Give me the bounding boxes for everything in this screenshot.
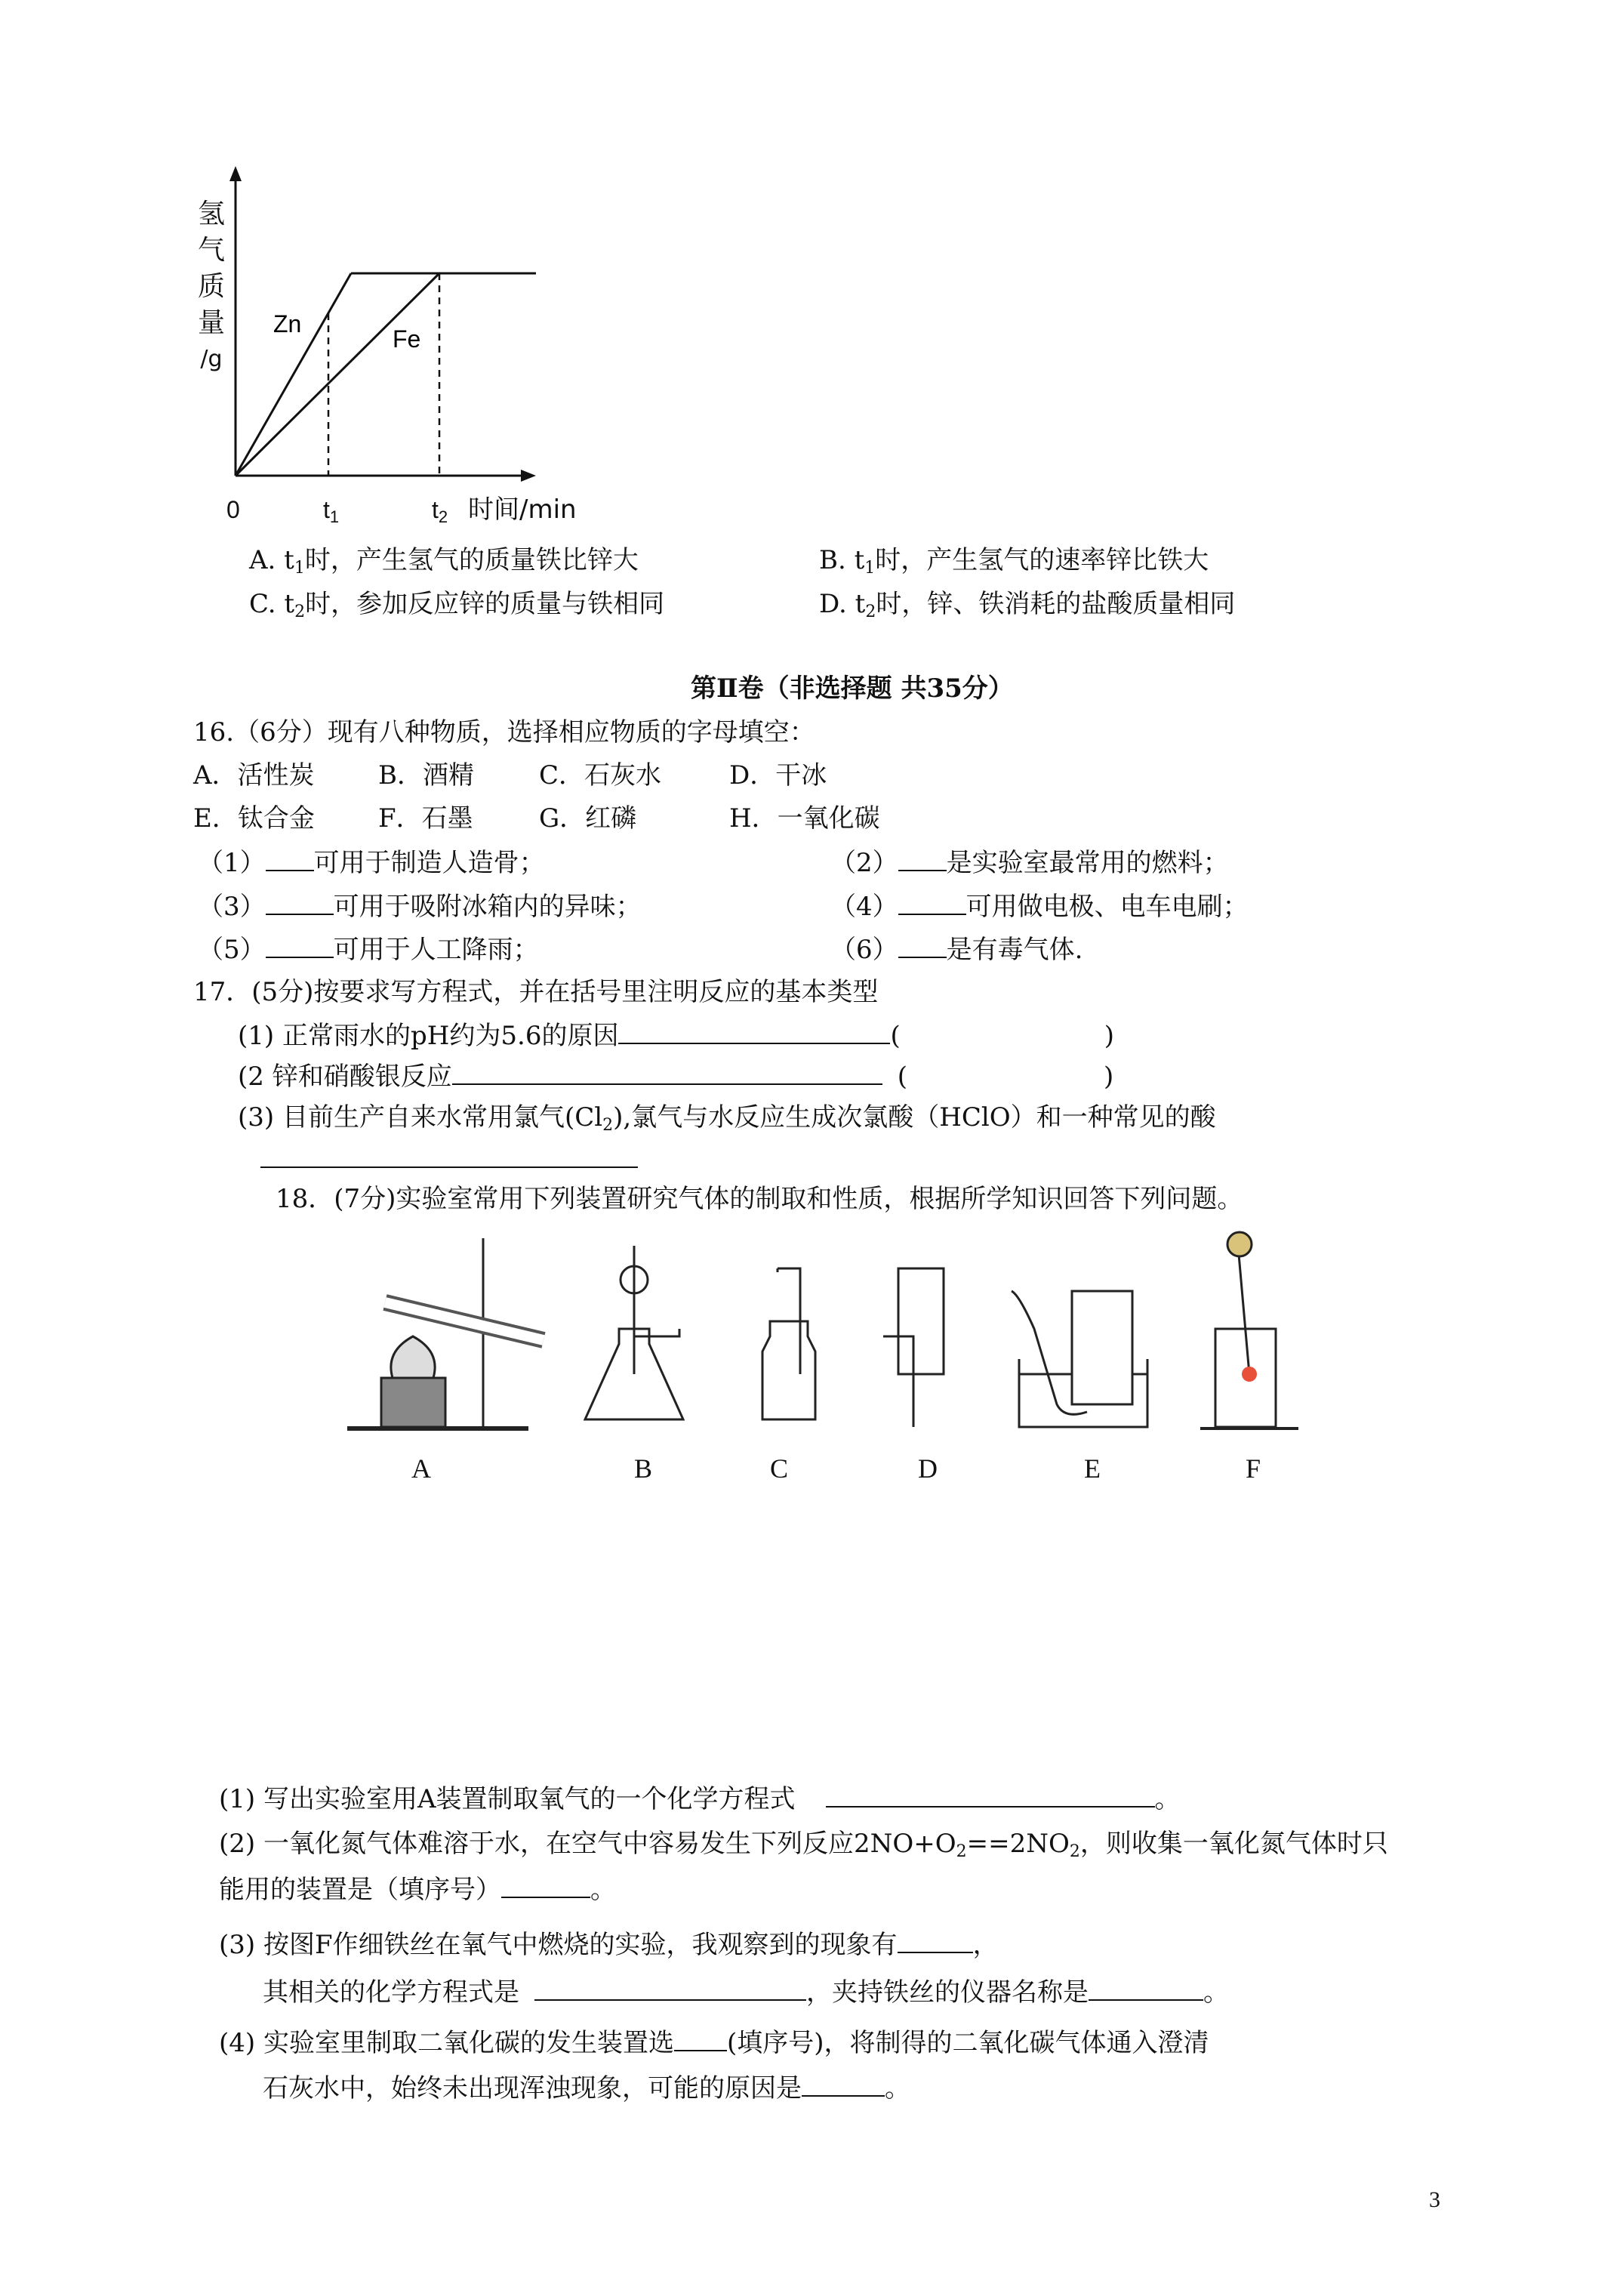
fe-label: Fe — [393, 325, 421, 353]
apparatus-label-c: C — [770, 1453, 789, 1484]
y-axis-char: 质 — [197, 271, 225, 302]
q17-stem: 17．(5分)按要求写方程式，并在括号里注明反应的基本类型 — [193, 977, 879, 1007]
answer-blank[interactable] — [452, 1061, 882, 1085]
section-title: 第Ⅱ卷（非选择题 共35分） — [691, 673, 1014, 704]
q16-option: C．石灰水 — [539, 760, 662, 791]
q18-part-4-line-2: 石灰水中，始终未出现浑浊现象，可能的原因是 。 — [263, 2073, 910, 2103]
q16-option: E．钛合金 — [193, 803, 315, 834]
q18-stem: 18．(7分)实验室常用下列装置研究气体的制取和性质，根据所学知识回答下列问题。 — [276, 1184, 1243, 1214]
q16-option: H．一氧化碳 — [729, 803, 880, 834]
x-axis-arrow — [521, 470, 536, 482]
lab-apparatus-illustration — [340, 1223, 1336, 1450]
apparatus-e — [1012, 1291, 1147, 1427]
q17-line-3: (3) 目前生产自来水常用氯气$(Cl_2)$,氯气与水反应生成次氯酸（HClO）和一种常见的酸 — [238, 1102, 1216, 1135]
q18-part-2-line-2: 能用的装置是（填序号） 。 — [219, 1875, 616, 1905]
apparatus-label-e: E — [1084, 1453, 1101, 1484]
q16-stem: 16.（6分）现有八种物质，选择相应物质的字母填空： — [193, 717, 815, 747]
zn-line — [236, 273, 351, 476]
q17-line-2: (2 锌和硝酸银反应 ( ) — [238, 1062, 1114, 1092]
y-axis-char: /g — [200, 346, 223, 372]
apparatus-label-f: F — [1246, 1453, 1261, 1484]
answer-blank[interactable] — [266, 847, 314, 871]
apparatus-d — [883, 1268, 944, 1427]
answer-blank[interactable] — [266, 934, 334, 958]
q18-part-2: (2) 一氧化氮气体难溶于水，在空气中容易发生下列反应$2NO+O_2==2NO_2$，则收集一氧化氮气体时只 — [219, 1829, 1388, 1861]
q18-part-4: (4) 实验室里制取二氧化碳的发生装置选 (填序号)，将制得的二氧化碳气体通入澄清 — [219, 2028, 1209, 2058]
q15-option-c: C. $t_2$时，参加反应锌的质量与铁相同 — [249, 589, 665, 621]
answer-blank[interactable] — [534, 1977, 806, 2001]
answer-blank[interactable] — [826, 1783, 1155, 1808]
zn-label: Zn — [273, 310, 302, 337]
q16-option: D．干冰 — [729, 760, 827, 791]
q16-option: A．活性炭 — [193, 760, 315, 791]
answer-blank[interactable] — [898, 847, 947, 871]
q18-part-3: (3) 按图F作细铁丝在氧气中燃烧的实验，我观察到的现象有 ， — [219, 1930, 999, 1960]
q16-item-2: （2） 是实验室最常用的燃料； — [830, 848, 1229, 878]
q17-line-1: (1) 正常雨水的pH约为5.6的原因 ( ) — [238, 1021, 1114, 1051]
apparatus-c — [762, 1268, 815, 1419]
y-axis-char: 气 — [197, 235, 225, 266]
apparatus-f — [1200, 1232, 1298, 1428]
answer-blank[interactable] — [898, 1929, 973, 1953]
hydrogen-mass-graph — [181, 166, 604, 536]
q16-option: F．石墨 — [378, 803, 473, 834]
origin-label: 0 — [226, 496, 240, 523]
q15-option-a: A. $t_1$时，产生氢气的质量铁比锌大 — [249, 545, 639, 578]
answer-blank[interactable] — [898, 891, 966, 915]
q16-item-3: （3） 可用于吸附冰箱内的异味； — [198, 892, 642, 922]
answer-blank[interactable] — [618, 1020, 890, 1044]
q16-item-4: （4） 可用做电极、电车电刷； — [830, 892, 1249, 922]
answer-blank[interactable] — [802, 2073, 885, 2097]
fe-line — [236, 273, 439, 476]
y-axis-char: 量 — [197, 307, 225, 338]
answer-blank[interactable] — [674, 2027, 727, 2051]
q15-option-b: B. $t_1$时，产生氢气的速率锌比铁大 — [819, 545, 1209, 578]
y-axis-char: 氢 — [197, 199, 225, 230]
answer-blank[interactable] — [1089, 1977, 1203, 2001]
q18-part-3-line-2: 其相关的化学方程式是 ，夹持铁丝的仪器名称是 。 — [263, 1977, 1229, 2008]
q18-part-1: (1) 写出实验室用A装置制取氧气的一个化学方程式 。 — [219, 1784, 1181, 1814]
q16-item-6: （6） 是有毒气体. — [830, 935, 1083, 965]
t1-label: $t_1$ — [323, 496, 340, 526]
page-number: 3 — [1429, 2187, 1440, 2212]
apparatus-label-a: A — [411, 1453, 431, 1484]
t2-label: $t_2$ — [432, 496, 448, 526]
q16-option: B．酒精 — [378, 760, 474, 791]
y-axis-arrow — [229, 166, 242, 181]
y-axis-label — [196, 196, 226, 378]
apparatus-label-d: D — [918, 1453, 938, 1484]
q15-option-d: D. $t_2$时，锌、铁消耗的盐酸质量相同 — [819, 589, 1236, 621]
q16-option: G．红磷 — [539, 803, 637, 834]
x-axis-label: 时间/min — [468, 495, 577, 525]
q16-item-1: （1） 可用于制造人造骨； — [198, 848, 545, 878]
q16-item-5: （5） 可用于人工降雨； — [198, 935, 539, 965]
answer-blank[interactable] — [260, 1144, 638, 1168]
apparatus-a — [347, 1238, 544, 1428]
answer-blank[interactable] — [501, 1874, 590, 1898]
apparatus-b — [585, 1246, 683, 1419]
answer-blank[interactable] — [266, 891, 334, 915]
answer-blank[interactable] — [898, 934, 947, 958]
apparatus-label-b: B — [634, 1453, 653, 1484]
